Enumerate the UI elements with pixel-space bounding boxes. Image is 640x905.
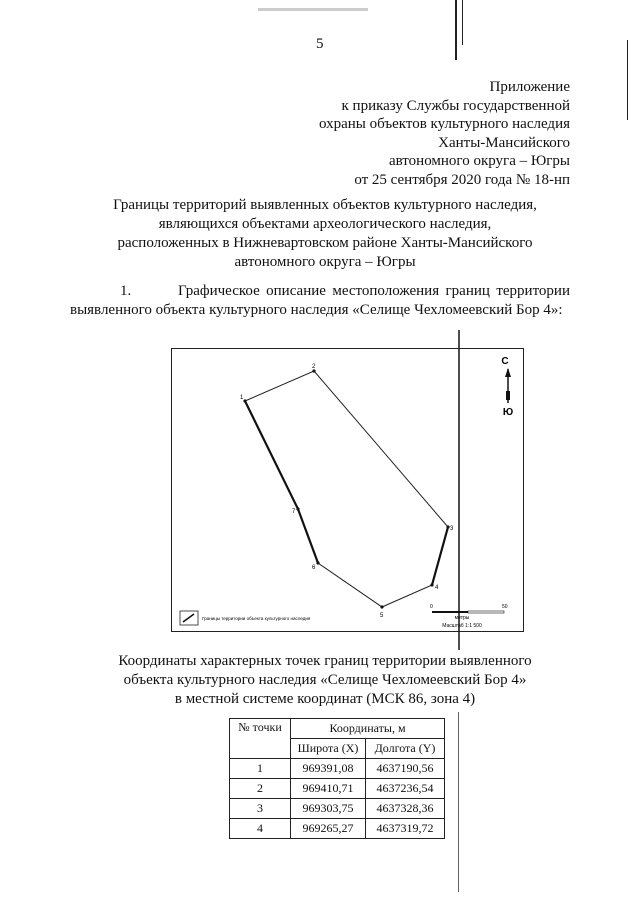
boundary-thick-segment	[245, 401, 318, 563]
approval-block	[240, 78, 570, 189]
point-label: 2	[312, 364, 316, 370]
scale-ratio: Масштаб 1:1 500	[442, 623, 482, 629]
table-row	[230, 759, 445, 779]
territory-boundary	[245, 371, 448, 607]
map-legend	[180, 611, 311, 625]
scan-line	[455, 0, 457, 60]
point-label: 7	[292, 509, 296, 515]
cell-latitude: 969265,27	[291, 819, 366, 839]
boundary-point	[430, 583, 433, 586]
approval-line: автономного округа – Югры	[388, 153, 570, 169]
point-label: 5	[380, 613, 384, 619]
cell-latitude: 969410,71	[291, 779, 366, 799]
compass-north-label: С	[501, 356, 509, 367]
caption-line: в местной системе координат (МСК 86, зона 4)	[174, 691, 476, 707]
section-number: 1.	[120, 283, 132, 299]
scale-segment	[432, 611, 468, 613]
header-point: № точки	[230, 719, 291, 759]
approval-line: Приложение	[489, 79, 570, 95]
boundary-map	[171, 348, 524, 632]
cell-latitude: 969303,75	[291, 799, 366, 819]
legend-text: Границы территории объекта культурного наследия	[202, 616, 311, 621]
legend-line-icon	[183, 614, 194, 622]
cell-longitude: 4637328,36	[366, 799, 445, 819]
compass-south-label: Ю	[502, 407, 514, 418]
approval-line: Ханты-Мансийского	[438, 134, 570, 151]
approval-line: от 25 сентября 2020 года № 18-нп	[354, 171, 570, 188]
header-coordinates: Координаты, м	[291, 719, 445, 739]
heading-line: автономного округа – Югры	[234, 254, 416, 270]
cell-latitude: 969391,08	[291, 759, 366, 779]
boundary-point	[296, 507, 299, 510]
scale-start-label: 0	[430, 604, 433, 610]
point-label: 6	[312, 565, 316, 571]
boundary-map-drawing	[172, 349, 523, 631]
approval-line: к приказу Службы государственной	[341, 97, 570, 114]
cell-longitude: 4637236,54	[366, 779, 445, 799]
boundary-point	[380, 605, 383, 608]
cell-point-number: 1	[230, 759, 291, 779]
approval-line: охраны объектов культурного наследия	[318, 116, 570, 132]
point-label: 4	[435, 585, 439, 591]
table-row	[230, 799, 445, 819]
heading-line: являющихся объектами археологического наследия,	[158, 216, 492, 232]
scale-end-label: 50	[502, 604, 508, 610]
cell-point-number: 3	[230, 799, 291, 819]
table-header-row	[230, 719, 445, 739]
cell-longitude: 4637319,72	[366, 819, 445, 839]
heading-line: Границы территорий выявленных объектов культурного наследия,	[113, 197, 537, 213]
scan-line	[627, 40, 628, 120]
boundary-points	[243, 369, 449, 608]
point-label: 3	[450, 526, 454, 532]
header-longitude: Долгота (Y)	[366, 739, 445, 759]
scan-line	[458, 712, 459, 892]
section-paragraph	[70, 282, 570, 320]
table-caption	[100, 652, 550, 709]
boundary-thick-segment	[432, 527, 448, 585]
cell-point-number: 2	[230, 779, 291, 799]
scale-bar	[430, 604, 508, 629]
section-text: Графическое описание местоположения границ территории выявленного объекта культурного наследия «Селище Чехломеевский Бор 4»:	[70, 283, 570, 318]
page-number: 5	[316, 36, 324, 52]
caption-line: Координаты характерных точек границ территории выявленного	[118, 653, 532, 669]
coordinates-table	[229, 718, 445, 839]
scan-smudge	[258, 8, 368, 11]
scale-units: метры	[454, 615, 470, 621]
boundary-point	[243, 399, 246, 402]
header-latitude: Широта (X)	[291, 739, 366, 759]
boundary-point	[316, 561, 319, 564]
heading-line: расположенных в Нижневартовском районе Ханты-Мансийского	[117, 235, 533, 251]
cell-longitude: 4637190,56	[366, 759, 445, 779]
document-heading	[90, 196, 560, 272]
compass	[501, 356, 513, 418]
point-label: 1	[240, 395, 244, 401]
north-arrow-icon	[505, 368, 511, 377]
scan-line	[462, 0, 463, 45]
compass-marker	[506, 391, 510, 400]
scale-segment	[468, 611, 504, 613]
table-row	[230, 779, 445, 799]
cell-point-number: 4	[230, 819, 291, 839]
caption-line: объекта культурного наследия «Селище Чехломеевский Бор 4»	[123, 672, 527, 688]
table-row	[230, 819, 445, 839]
